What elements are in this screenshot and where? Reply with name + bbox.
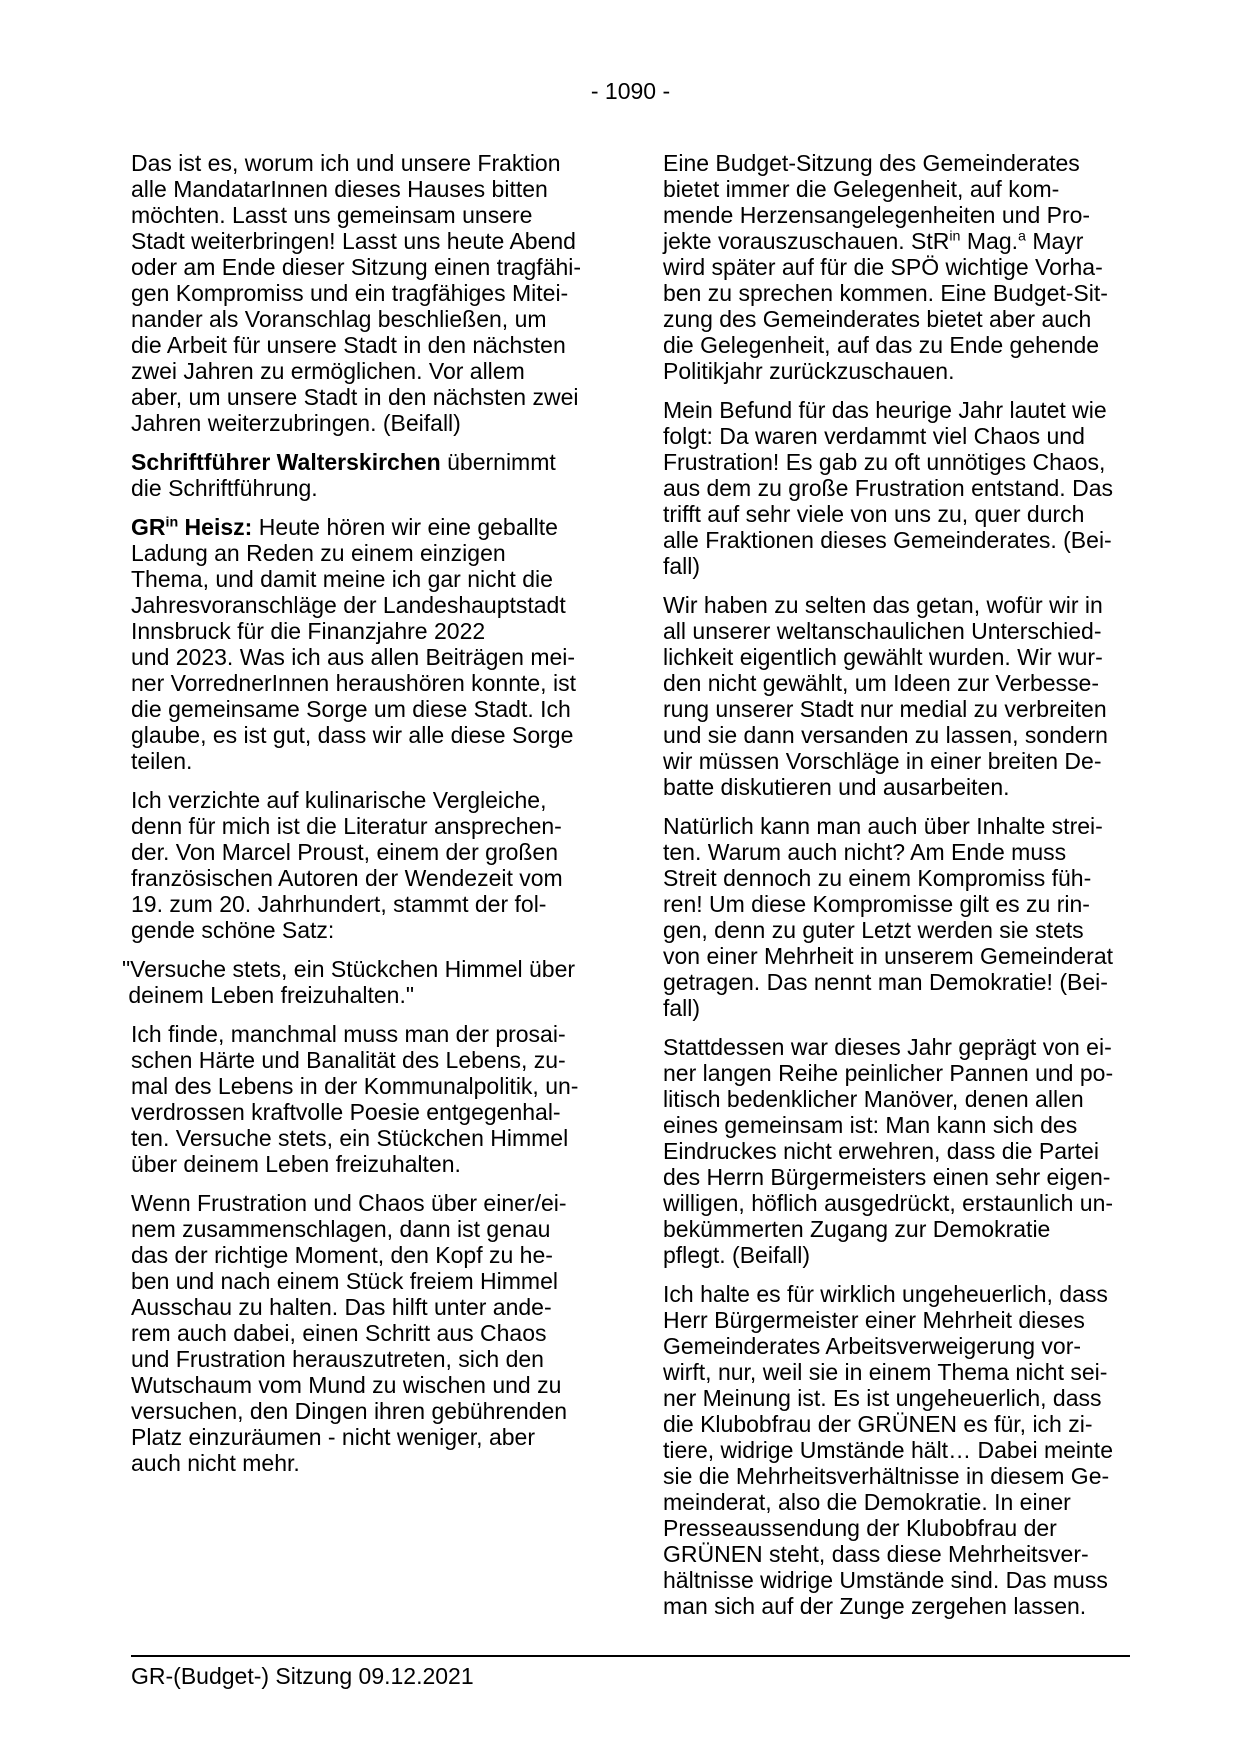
text-line: wir müssen Vorschläge in einer breiten De-	[663, 748, 1102, 774]
footer-divider	[131, 1655, 1130, 1657]
text-line: man sich auf der Zunge zergehen lassen.	[663, 1593, 1087, 1619]
text-line: verdrossen kraftvolle Poesie entgegenhal-	[131, 1099, 561, 1125]
text-line: alle Fraktionen dieses Gemeinderates. (Bei-	[663, 527, 1112, 553]
text-line: die Klubobfrau der GRÜNEN es für, ich zi-	[663, 1411, 1093, 1437]
text-line: bietet immer die Gelegenheit, auf kom-	[663, 176, 1060, 202]
paragraph	[122, 956, 636, 1008]
text-line: wirft, nur, weil sie in einem Thema nicht sei-	[663, 1359, 1108, 1385]
text-line: Ich verzichte auf kulinarische Vergleiche,	[131, 787, 547, 813]
text-line: ren! Um diese Kompromisse gilt es zu rin-	[663, 891, 1090, 917]
paragraph	[131, 514, 636, 774]
text-line: meinderat, also die Demokratie. In einer	[663, 1489, 1071, 1515]
text-line: ben zu sprechen kommen. Eine Budget-Sit-	[663, 280, 1108, 306]
text-line: Innsbruck für die Finanzjahre 2022	[131, 618, 486, 644]
text-line: teilen.	[131, 748, 193, 774]
text-line: ten. Warum auch nicht? Am Ende muss	[663, 839, 1067, 865]
text-line: alle MandatarInnen dieses Hauses bitten	[131, 176, 548, 202]
text-line: aber, um unsere Stadt in den nächsten zwei	[131, 384, 579, 410]
text-line: glaube, es ist gut, dass wir alle diese Sorge	[131, 722, 574, 748]
paragraph	[131, 150, 636, 436]
text-line: deinem Leben freizuhalten."	[122, 982, 415, 1008]
text-line: nem zusammenschlagen, dann ist genau	[131, 1216, 551, 1242]
text-line: oder am Ende dieser Sitzung einen tragfähi-	[131, 254, 582, 280]
text-line: litisch bedenklicher Manöver, denen allen	[663, 1086, 1084, 1112]
text-line: gen, denn zu guter Letzt werden sie stets	[663, 917, 1084, 943]
text-line: rem auch dabei, einen Schritt aus Chaos	[131, 1320, 547, 1346]
text-line: Wenn Frustration und Chaos über einer/ei-	[131, 1190, 567, 1216]
text-line: ner VorrednerInnen heraushören konnte, ist	[131, 670, 576, 696]
paragraph	[131, 449, 636, 501]
text-line: jekte vorauszuschauen. StR$^{in}$ Mag.$^a$ Mayr	[663, 228, 1084, 254]
text-line: Politikjahr zurückzuschauen.	[663, 358, 955, 384]
column-left	[122, 150, 636, 1476]
paragraph	[663, 592, 1168, 800]
text-line: lichkeit eigentlich gewählt wurden. Wir wur-	[663, 644, 1103, 670]
text-line: denn für mich ist die Literatur ansprechen-	[131, 813, 562, 839]
paragraph	[131, 1190, 636, 1476]
text-line: getragen. Das nennt man Demokratie! (Bei-	[663, 969, 1108, 995]
text-line: GRÜNEN steht, dass diese Mehrheitsver-	[663, 1541, 1089, 1567]
text-line: fall)	[663, 553, 701, 579]
text-line: versuchen, den Dingen ihren gebührenden	[131, 1398, 568, 1424]
text-line: Ich halte es für wirklich ungeheuerlich, dass	[663, 1281, 1108, 1307]
column-right	[663, 150, 1168, 1619]
text-line: Ich finde, manchmal muss man der prosai-	[131, 1021, 566, 1047]
text-line: all unserer weltanschaulichen Unterschied-	[663, 618, 1102, 644]
text-line: mal des Lebens in der Kommunalpolitik, un-	[131, 1073, 579, 1099]
text-line: ten. Versuche stets, ein Stückchen Himmel	[131, 1125, 569, 1151]
text-line: die Gelegenheit, auf das zu Ende gehende	[663, 332, 1100, 358]
text-line: Ladung an Reden zu einem einzigen	[131, 540, 506, 566]
text-line: pflegt. (Beifall)	[663, 1242, 811, 1268]
text-line: Stadt weiterbringen! Lasst uns heute Abend	[131, 228, 576, 254]
text-line: Eine Budget-Sitzung des Gemeinderates	[663, 150, 1080, 176]
text-line: über deinem Leben freizuhalten.	[131, 1151, 461, 1177]
text-line: Streit dennoch zu einem Kompromiss füh-	[663, 865, 1092, 891]
text-line: französischen Autoren der Wendezeit vom	[131, 865, 563, 891]
paragraph	[663, 813, 1168, 1021]
text-line: die gemeinsame Sorge um diese Stadt. Ich	[131, 696, 571, 722]
text-line: folgt: Da waren verdammt viel Chaos und	[663, 423, 1085, 449]
text-line: des Herrn Bürgermeisters einen sehr eigen-	[663, 1164, 1111, 1190]
text-line: Ausschau zu halten. Das hilft unter ande-	[131, 1294, 552, 1320]
paragraph	[131, 1021, 636, 1177]
text-line: Jahresvoranschläge der Landeshauptstadt	[131, 592, 566, 618]
text-line: sie die Mehrheitsverhältnisse in diesem Ge-	[663, 1463, 1110, 1489]
text-line: und sie dann versanden zu lassen, sondern	[663, 722, 1108, 748]
text-line: gen Kompromiss und ein tragfähiges Mitei-	[131, 280, 569, 306]
text-line: "Versuche stets, ein Stückchen Himmel über	[122, 956, 576, 982]
text-line: Eindruckes nicht erwehren, dass die Partei	[663, 1138, 1099, 1164]
text-line: trifft auf sehr viele von uns zu, quer durch	[663, 501, 1085, 527]
paragraph	[663, 397, 1168, 579]
text-line: hältnisse widrige Umstände sind. Das muss	[663, 1567, 1108, 1593]
text-line: ben und nach einem Stück freiem Himmel	[131, 1268, 558, 1294]
text-line: Frustration! Es gab zu oft unnötiges Chaos,	[663, 449, 1106, 475]
paragraph	[131, 787, 636, 943]
footer-session-label: GR-(Budget-) Sitzung 09.12.2021	[131, 1663, 474, 1689]
text-line: tiere, widrige Umstände hält… Dabei meinte	[663, 1437, 1113, 1463]
text-line: Wir haben zu selten das getan, wofür wir in	[663, 592, 1103, 618]
text-line: Platz einzuräumen - nicht weniger, aber	[131, 1424, 535, 1450]
paragraph	[663, 150, 1168, 384]
paragraph	[663, 1281, 1168, 1619]
text-line: aus dem zu große Frustration entstand. Das	[663, 475, 1113, 501]
text-line: Herr Bürgermeister einer Mehrheit dieses	[663, 1307, 1085, 1333]
text-line: schen Härte und Banalität des Lebens, zu-	[131, 1047, 566, 1073]
text-line: Mein Befund für das heurige Jahr lautet wie	[663, 397, 1107, 423]
text-line: 19. zum 20. Jahrhundert, stammt der fol-	[131, 891, 547, 917]
text-line: auch nicht mehr.	[131, 1450, 300, 1476]
text-line: die Arbeit für unsere Stadt in den nächsten	[131, 332, 566, 358]
text-line: willigen, höflich ausgedrückt, erstaunlich un-	[663, 1190, 1114, 1216]
text-line: wird später auf für die SPÖ wichtige Vorha-	[663, 254, 1103, 280]
text-line: Presseaussendung der Klubobfrau der	[663, 1515, 1057, 1541]
text-line: ner Meinung ist. Es ist ungeheuerlich, dass	[663, 1385, 1102, 1411]
paragraph	[663, 1034, 1168, 1268]
text-line: zung des Gemeinderates bietet aber auch	[663, 306, 1092, 332]
text-line: bekümmerten Zugang zur Demokratie	[663, 1216, 1051, 1242]
text-line: von einer Mehrheit in unserem Gemeinderat	[663, 943, 1114, 969]
text-line: die Schriftführung.	[131, 475, 318, 501]
text-line: mende Herzensangelegenheiten und Pro-	[663, 202, 1091, 228]
text-line: Schriftführer Walterskirchen übernimmt	[131, 449, 556, 475]
text-line: fall)	[663, 995, 701, 1021]
text-line: rung unserer Stadt nur medial zu verbreiten	[663, 696, 1107, 722]
text-line: zwei Jahren zu ermöglichen. Vor allem	[131, 358, 525, 384]
text-line: Das ist es, worum ich und unsere Fraktion	[131, 150, 561, 176]
text-line: das der richtige Moment, den Kopf zu he-	[131, 1242, 553, 1268]
text-line: eines gemeinsam ist: Man kann sich des	[663, 1112, 1078, 1138]
text-line: Thema, und damit meine ich gar nicht die	[131, 566, 553, 592]
text-line: Natürlich kann man auch über Inhalte strei-	[663, 813, 1103, 839]
text-line: möchten. Lasst uns gemeinsam unsere	[131, 202, 533, 228]
text-line: $GR^{in}$ Heisz: Heute hören wir eine geballte	[131, 514, 558, 540]
text-line: Stattdessen war dieses Jahr geprägt von ei-	[663, 1034, 1112, 1060]
text-line: gende schöne Satz:	[131, 917, 335, 943]
text-line: den nicht gewählt, um Ideen zur Verbesse-	[663, 670, 1099, 696]
text-line: Wutschaum vom Mund zu wischen und zu	[131, 1372, 562, 1398]
text-line: batte diskutieren und ausarbeiten.	[663, 774, 1010, 800]
text-line: ner langen Reihe peinlicher Pannen und po-	[663, 1060, 1114, 1086]
text-line: nander als Voranschlag beschließen, um	[131, 306, 547, 332]
text-line: und 2023. Was ich aus allen Beiträgen mei-	[131, 644, 576, 670]
text-line: Gemeinderates Arbeitsverweigerung vor-	[663, 1333, 1082, 1359]
text-line: Jahren weiterzubringen. (Beifall)	[131, 410, 461, 436]
text-line: der. Von Marcel Proust, einem der großen	[131, 839, 558, 865]
text-line: und Frustration herauszutreten, sich den	[131, 1346, 544, 1372]
page-number: - 1090 -	[590, 78, 671, 104]
